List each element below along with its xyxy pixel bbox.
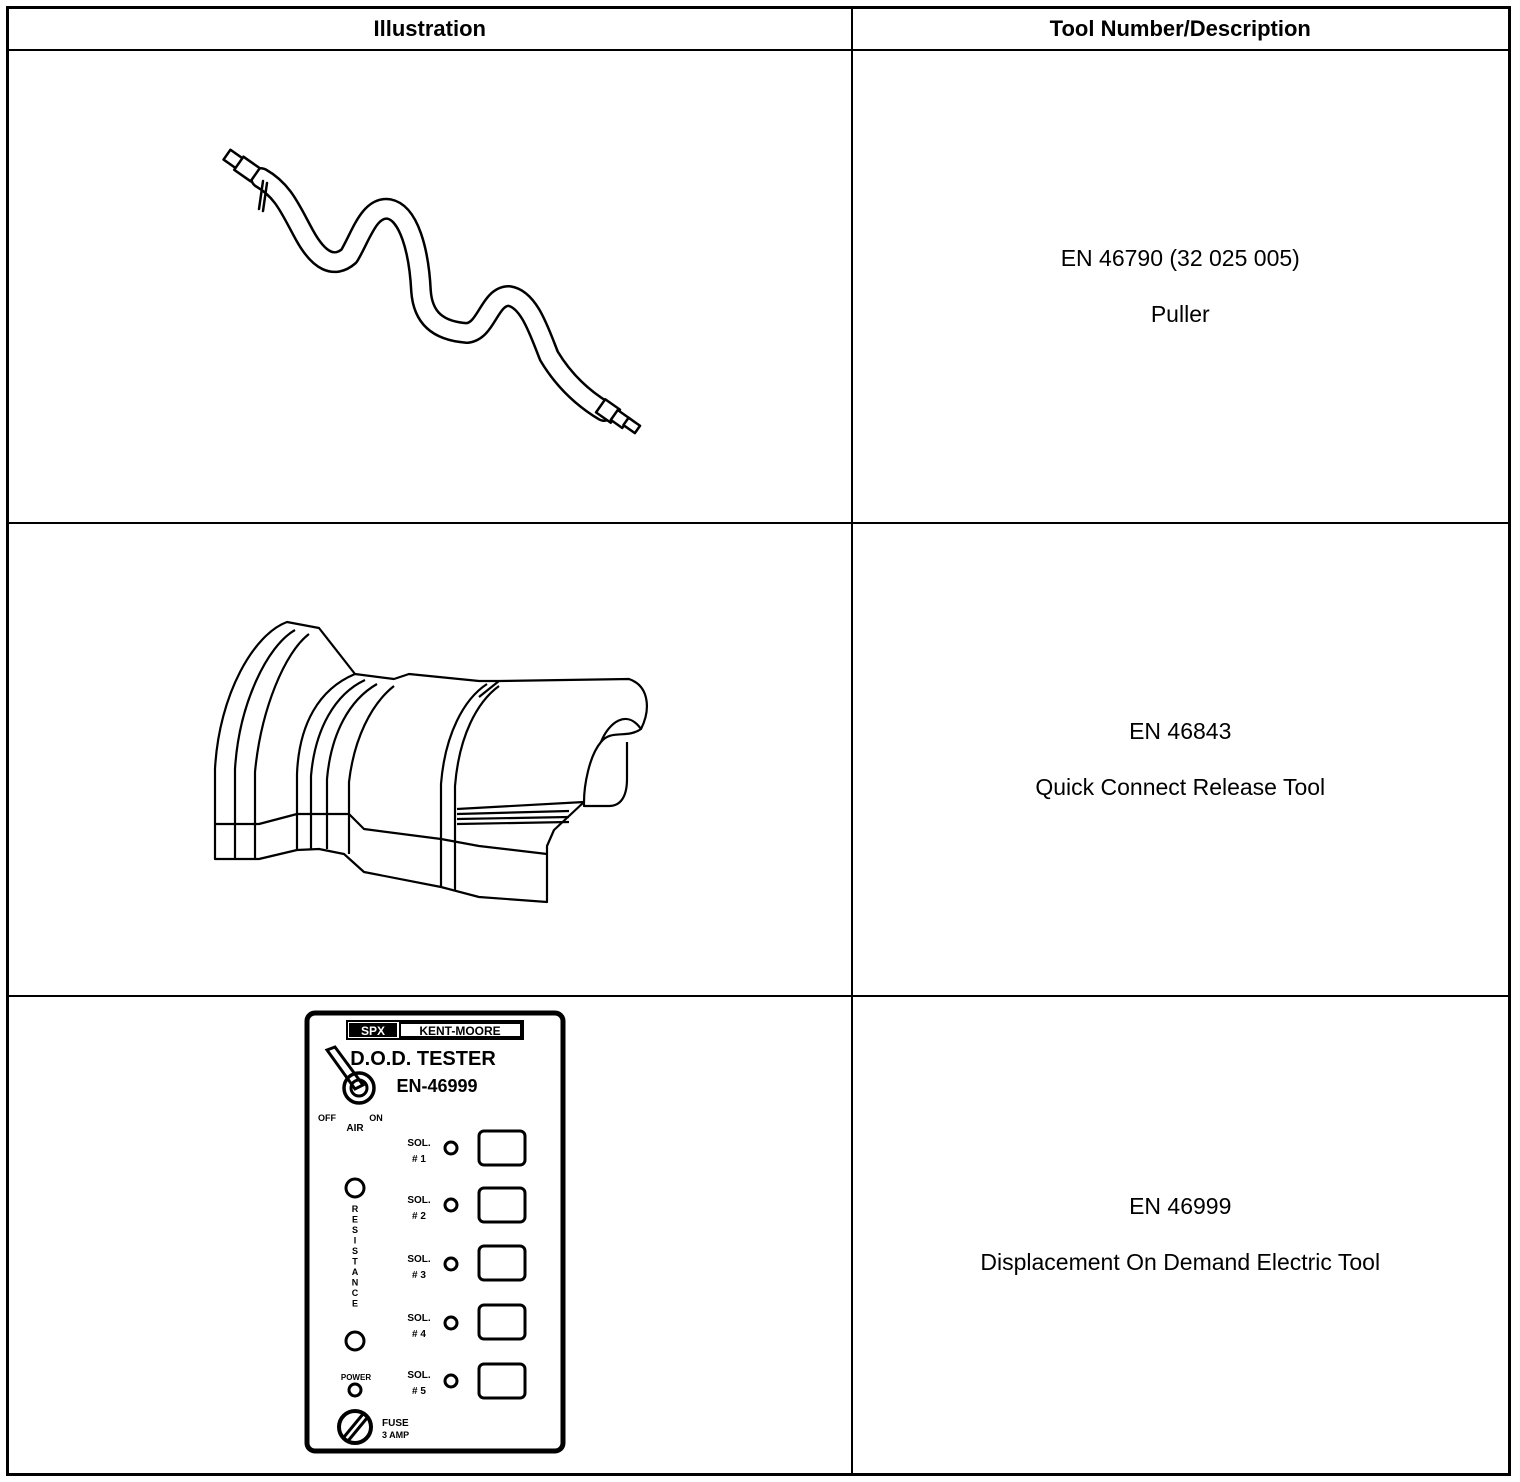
solenoid-led-icon — [445, 1199, 457, 1211]
tool-number: EN 46999 — [1129, 1193, 1232, 1220]
table-header-row — [8, 8, 1510, 51]
resistance-letter: R — [351, 1204, 359, 1214]
tool-number: EN 46843 — [1129, 717, 1232, 744]
illustration-cell — [8, 50, 852, 523]
brand-spx: SPX — [360, 1024, 386, 1038]
release-tool-illustration — [9, 524, 853, 995]
resistance-jack-icon[interactable] — [346, 1179, 364, 1197]
power-led-icon — [349, 1384, 361, 1396]
power-label: POWER — [340, 1373, 372, 1382]
solenoid-row-5 — [407, 1364, 525, 1398]
svg-text:# 3: # 3 — [412, 1270, 426, 1281]
svg-text:SOL.: SOL. — [407, 1370, 431, 1381]
dod-tester-illustration — [9, 997, 853, 1473]
resistance-letter: I — [353, 1235, 357, 1246]
solenoid-button[interactable] — [479, 1364, 525, 1398]
resistance-letter: S — [351, 1225, 359, 1235]
description-cell — [852, 996, 1510, 1475]
tester-model: EN-46999 — [396, 1076, 478, 1096]
resistance-letter: E — [351, 1298, 359, 1309]
tool-description: Displacement On Demand Electric Tool — [980, 1249, 1381, 1275]
solenoid-row-2 — [407, 1188, 525, 1222]
svg-text:SOL.: SOL. — [407, 1138, 431, 1149]
fuse-label: FUSE — [382, 1418, 409, 1429]
illustration-cell — [8, 996, 852, 1475]
resistance-letter: N — [351, 1277, 359, 1288]
svg-text:SOL.: SOL. — [407, 1254, 431, 1265]
resistance-letter: C — [351, 1288, 359, 1298]
svg-text:# 1: # 1 — [412, 1154, 426, 1165]
table-row — [8, 996, 1510, 1475]
header-illustration: Illustration — [8, 8, 852, 51]
tool-table — [6, 6, 1511, 1476]
description-cell — [852, 50, 1510, 523]
illustration-cell — [8, 523, 852, 996]
svg-text:# 4: # 4 — [412, 1329, 426, 1340]
resistance-letter: S — [351, 1246, 359, 1256]
tool-description: Puller — [1150, 300, 1210, 327]
resistance-letter: E — [351, 1214, 359, 1225]
fuse-rating: 3 AMP — [382, 1430, 410, 1440]
solenoid-row-4 — [407, 1305, 525, 1340]
description-cell — [852, 523, 1510, 996]
table-row — [8, 523, 1510, 996]
solenoid-button[interactable] — [479, 1305, 525, 1339]
svg-text:SOL.: SOL. — [407, 1313, 431, 1324]
resistance-jack-icon[interactable] — [346, 1332, 364, 1350]
solenoid-led-icon — [445, 1317, 457, 1329]
header-tool: Tool Number/Description — [852, 8, 1510, 51]
tool-description: Quick Connect Release Tool — [1035, 773, 1326, 800]
solenoid-button[interactable] — [479, 1188, 525, 1222]
solenoid-led-icon — [445, 1375, 457, 1387]
resistance-letter: A — [351, 1267, 359, 1277]
solenoid-button[interactable] — [479, 1246, 525, 1280]
tester-title: D.O.D. TESTER — [350, 1048, 496, 1070]
tool-number: EN 46790 (32 025 005) — [1060, 244, 1300, 271]
fuse-holder-icon[interactable] — [339, 1411, 371, 1443]
svg-text:SOL.: SOL. — [407, 1195, 431, 1206]
solenoid-row-1 — [407, 1131, 525, 1165]
solenoid-row-3 — [407, 1246, 525, 1281]
switch-air-label: AIR — [346, 1123, 364, 1134]
puller-hose-illustration — [9, 51, 853, 522]
solenoid-led-icon — [445, 1258, 457, 1270]
solenoid-led-icon — [445, 1142, 457, 1154]
svg-text:# 5: # 5 — [412, 1386, 426, 1397]
table-row — [8, 50, 1510, 523]
solenoid-button[interactable] — [479, 1131, 525, 1165]
brand-kent-moore: KENT-MOORE — [419, 1024, 501, 1038]
switch-off-label: OFF — [318, 1113, 336, 1123]
switch-on-label: ON — [369, 1113, 383, 1123]
svg-text:# 2: # 2 — [412, 1211, 426, 1222]
resistance-label — [352, 1204, 359, 1309]
resistance-letter: T — [352, 1256, 358, 1267]
